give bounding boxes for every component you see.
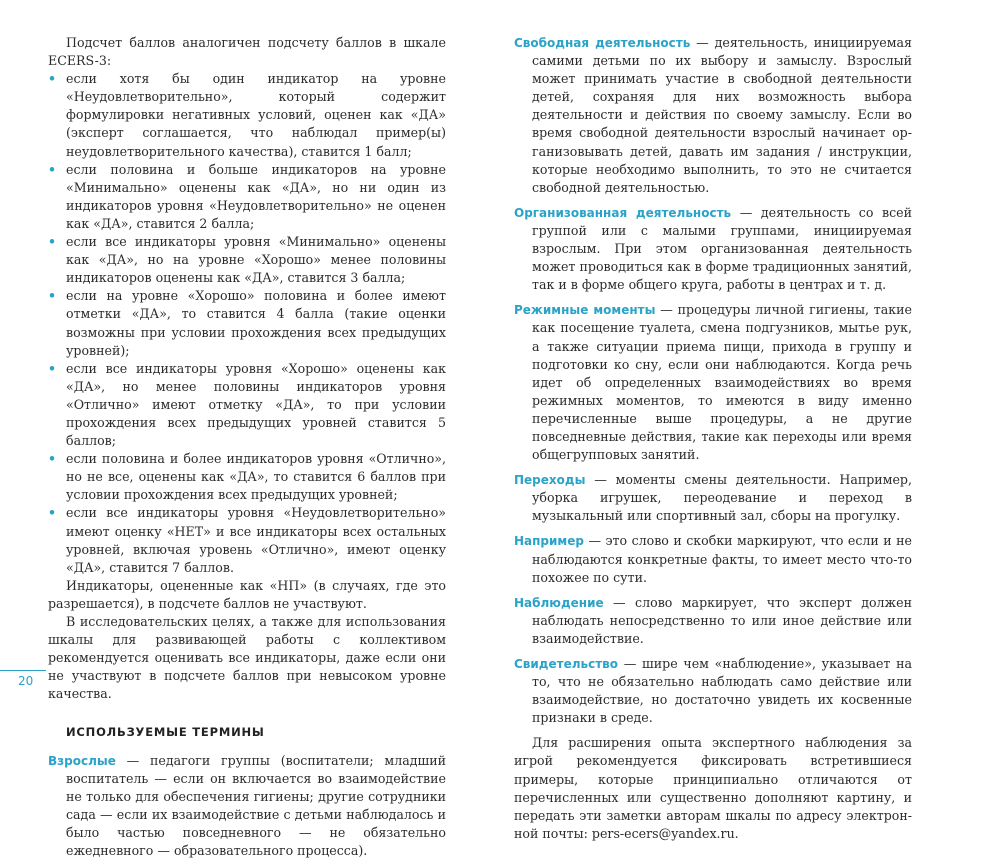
scoring-rule-6: • если половина и более индикаторов уровня «Отлично», но не все, оценены как «ДА», то ставится 6 баллов при условии прохождения всех предыдущих уровней; [48, 451, 446, 503]
term-definition: — моменты смены деятельности. Например, уборка игрушек, переодевание и переход в музыкальный или спортивный зал, сборы на прогулку. [532, 472, 912, 524]
term-adults-definition: — педагоги группы (воспитатели; младший воспитатель — если он включается во взаимодействие не только для обеспечения гигиены; другие сотрудники сада — если их взаимодействие с детьми наблюдалось и было частью повседневного — не обязательно ежедневного — образовательного процесса). [66, 752, 446, 859]
np-note: Индикаторы, оцененные как «НП» (в случаях, где это разрешается), в подсчете баллов не участвуют. [48, 577, 446, 611]
bullet-icon: • [48, 71, 57, 87]
bullet-icon: • [48, 288, 57, 304]
term-example [514, 532, 912, 586]
term-transitions [514, 471, 912, 525]
term-definition: — процедуры личной гигиены, такие как посещение туалета, смена подгузников, мытье рук, а также ситуации приема пищи, прихода в группу и подготовки ко сну, если они наблюдаются. Когда речь идет об определенных взаимодействиях во время режимных моментов, то имеются в виду именно перечисленные выше процедуры, а не другие повседневные действия, такие как переходы или время общегрупповых занятий. [532, 302, 912, 463]
bullet-icon: • [48, 451, 57, 467]
term-definition: — шире чем «наблюдение», указывает на то, что не обязательно наблюдать само действие или взаимодействие, но достаточно увидеть их косвенные признаки в среде. [532, 656, 912, 726]
terms-heading: ИСПОЛЬЗУЕМЫЕ ТЕРМИНЫ [66, 725, 265, 740]
scoring-rule-4: • если на уровне «Хорошо» половина и более имеют отметки «ДА», то ставится 4 балла (такие оценки возможны при условии прохождения всех предыдущих уровней); [48, 288, 446, 358]
term-adults-name: Взрослые [48, 753, 116, 768]
term-name: Наблюдение [514, 595, 604, 610]
scoring-rule-5: • если все индикаторы уровня «Хорошо» оценены как «ДА», но менее половины индикаторов уровня «Отлично» имеют отметку «ДА», то при условии прохождения всех предыдущих уровней ставится 5 баллов; [48, 360, 446, 449]
term-name: Например [514, 534, 584, 549]
bullet-icon: • [48, 161, 57, 177]
term-definition: — слово маркирует, что эксперт должен наблюдать непосредственно то или иное действие или взаимодействие. [532, 594, 912, 646]
term-name: Организованная деятельность [514, 205, 732, 220]
right-column [514, 34, 912, 843]
scoring-rules-list [48, 70, 446, 577]
term-name: Режимные моменты [514, 303, 656, 318]
term-definition: — это слово и скобки маркируют, что если и не наблюдаются конкретные факты, то имеет место что-то похожее по сути. [532, 533, 912, 585]
left-column [48, 34, 446, 867]
term-observation [514, 594, 912, 648]
term-routines [514, 301, 912, 464]
page-number-rule [0, 670, 46, 671]
closing-paragraph: Для расширения опыта экспертного наблюдения за игрой рекомендуется фиксировать встретившиеся примеры, которые принципиально отличаются от перечисленных или существенно дополняют картину, и передать эти заметки авторам шкалы по адресу электронной почты: pers-ecers@yandex.ru. [514, 735, 912, 841]
term-organized-activity [514, 204, 912, 294]
term-evidence [514, 655, 912, 727]
term-name: Переходы [514, 473, 586, 488]
term-adults [48, 752, 446, 861]
bullet-icon: • [48, 505, 57, 521]
term-name: Свободная деятельность [514, 36, 691, 50]
research-note: В исследовательских целях, а также для использования шкалы для развивающей работы с коллективом рекомендуется оценивать все индикаторы, даже если они не участвуют в подсчете баллов при невысоком уровне качества. [48, 614, 446, 702]
term-free-activity [514, 34, 912, 197]
term-name: Свидетельство [514, 657, 619, 671]
bullet-icon: • [48, 234, 57, 250]
term-definition: — деятельность, инициируемая самими детьми по их выбору и замыслу. Взрослый может принимать участие в свободной деятельности детей, сохраняя для них возможность выбора деятельности и действия по своему замыслу. Если во время свободной деятельности взрослый начинает организовывать детей, давать им задания / инструкции, которые необходимо выполнить, то это не считается свободной деятельностью. [532, 35, 912, 195]
scoring-rule-1: • если хотя бы один индикатор на уровне «Неудовлетворительно», который содержит формулировки негативных условий, оценен как «ДА» (эксперт соглашается, что наблюдал пример(ы) неудовлетворительного качества), ставится 1 балл; [48, 71, 446, 159]
bullet-icon: • [48, 360, 57, 376]
scoring-rule-7: • если все индикаторы уровня «Неудовлетворительно» имеют оценку «НЕТ» и все индикаторы всех остальных уровней, включая уровень «Отлично», имеют оценку «ДА», ставится 7 баллов. [48, 505, 446, 575]
scoring-rule-2: • если половина и больше индикаторов на уровне «Минимально» оценены как «ДА», но ни один из индикаторов уровня «Неудовлетворительно» не оценен как «ДА», ставится 2 балла; [48, 161, 446, 231]
scoring-intro: Подсчет баллов аналогичен подсчету баллов в шкале ECERS-3: [48, 35, 446, 69]
scoring-rule-3: • если все индикаторы уровня «Минимально» оценены как «ДА», но на уровне «Хорошо» менее половины индикаторов оценены как «ДА», ставится 3 балла; [48, 234, 446, 286]
page-number: 20 [18, 674, 34, 688]
term-definition: — деятельность со всей группой или с малыми группами, инициируемая взрослым. При этом организованная деятельность может проводиться как в форме традиционных занятий, так и в форме общего круга, работы в центрах и т. д. [532, 204, 913, 293]
